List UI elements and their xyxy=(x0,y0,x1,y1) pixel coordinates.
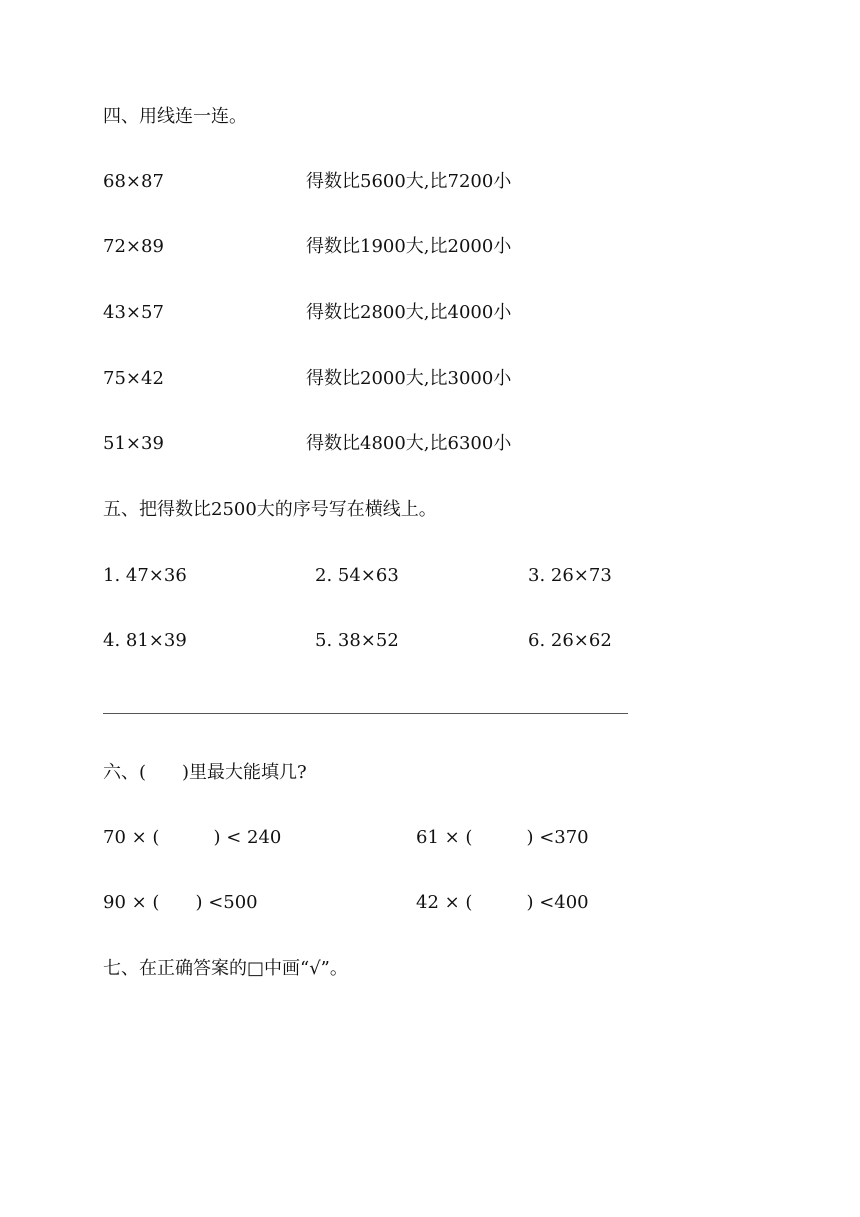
section-6-title: 六、( )里最大能填几? xyxy=(103,762,307,783)
option-3: 3. 26×73 xyxy=(528,565,612,586)
section-7-title: 七、在正确答案的□中画“√”。 xyxy=(103,958,348,979)
match-expression-3[interactable]: 43×57 xyxy=(103,302,164,323)
inequality-2[interactable]: 61 × ( ) <370 xyxy=(416,827,589,848)
match-expression-4[interactable]: 75×42 xyxy=(103,368,164,389)
match-range-2[interactable]: 得数比1900大,比2000小 xyxy=(306,236,512,257)
inequality-1[interactable]: 70 × ( ) < 240 xyxy=(103,827,282,848)
match-range-5[interactable]: 得数比4800大,比6300小 xyxy=(306,433,512,454)
match-expression-5[interactable]: 51×39 xyxy=(103,433,164,454)
option-5: 5. 38×52 xyxy=(315,630,399,651)
match-range-3[interactable]: 得数比2800大,比4000小 xyxy=(306,302,512,323)
option-1: 1. 47×36 xyxy=(103,565,187,586)
match-range-4[interactable]: 得数比2000大,比3000小 xyxy=(306,368,512,389)
match-expression-2[interactable]: 72×89 xyxy=(103,236,164,257)
match-range-1[interactable]: 得数比5600大,比7200小 xyxy=(306,171,512,192)
inequality-3[interactable]: 90 × ( ) <500 xyxy=(103,892,258,913)
match-expression-1[interactable]: 68×87 xyxy=(103,171,164,192)
option-6: 6. 26×62 xyxy=(528,630,612,651)
option-4: 4. 81×39 xyxy=(103,630,187,651)
answer-blank-line[interactable] xyxy=(103,713,628,714)
inequality-4[interactable]: 42 × ( ) <400 xyxy=(416,892,589,913)
option-2: 2. 54×63 xyxy=(315,565,399,586)
section-4-title: 四、用线连一连。 xyxy=(103,106,247,127)
section-5-title: 五、把得数比2500大的序号写在横线上。 xyxy=(103,499,437,520)
